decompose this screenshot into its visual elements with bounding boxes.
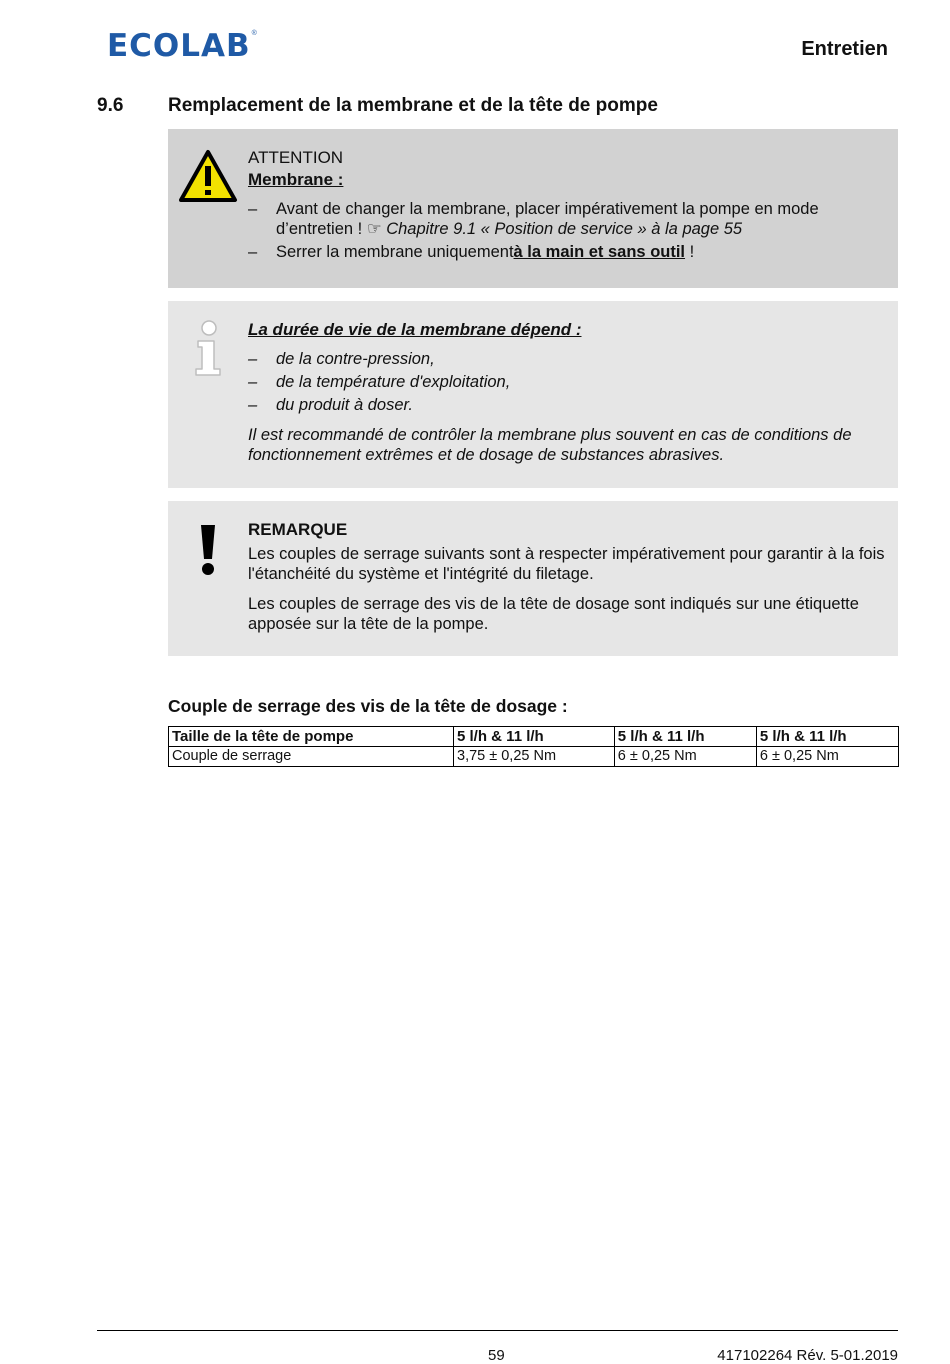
- remark-box: [168, 501, 898, 656]
- chapter-reference-link[interactable]: ☞ Chapitre 9.1 « Position de service » à la page 55: [366, 220, 743, 238]
- page-number: 59: [488, 1347, 505, 1364]
- list-item: – du produit à doser.: [248, 395, 888, 415]
- list-item: – de la contre-pression,: [248, 349, 888, 369]
- list-item: [248, 242, 888, 262]
- table-header-cell: 5 l/h & 11 l/h: [756, 727, 898, 747]
- table-header-cell: 5 l/h & 11 l/h: [454, 727, 615, 747]
- remark-paragraph-1: Les couples de serrage suivants sont à respecter impérativement pour garantir à la fois l'étanchéité du système et l'intégrité du filetage.: [248, 545, 885, 583]
- logo-registered-mark: ®: [251, 30, 257, 37]
- attention-item2-post: !: [685, 243, 695, 261]
- table-cell: Couple de serrage: [169, 747, 454, 767]
- remark-paragraph-2: Les couples de serrage des vis de la tête de dosage sont indiqués sur une étiquette apposée sur la tête de la pompe.: [248, 595, 859, 633]
- table-header-cell: Taille de la tête de pompe: [169, 727, 454, 747]
- list-item: [248, 199, 888, 239]
- list-item: – de la température d'exploitation,: [248, 372, 888, 392]
- info-paragraph: Il est recommandé de contrôler la membrane plus souvent en cas de conditions de fonctionnement extrêmes et de dosage de substances abrasives.: [248, 426, 852, 464]
- table-row: [169, 747, 899, 767]
- attention-subheading: Membrane :: [248, 170, 344, 189]
- attention-list: [248, 199, 888, 262]
- logo-text: ECOLAB: [107, 28, 251, 64]
- warning-triangle-icon: [178, 149, 238, 208]
- attention-heading: ATTENTION: [248, 148, 344, 167]
- info-list: [248, 349, 888, 415]
- section-title: Remplacement de la membrane et de la tête de pompe: [168, 95, 658, 116]
- header-section-title: Entretien: [801, 38, 888, 60]
- attention-item2-emphasis: à la main et sans outil: [513, 243, 686, 261]
- remark-heading: REMARQUE: [248, 520, 348, 539]
- info-box: [168, 301, 898, 488]
- document-reference: 417102264 Rév. 5-01.2019: [717, 1347, 898, 1364]
- attention-item1-text: Avant de changer la membrane, placer impérativement la pompe en mode d’entretien !: [276, 200, 819, 238]
- table-header-row: [169, 727, 899, 747]
- footer-divider: [97, 1330, 898, 1331]
- torque-table-title: Couple de serrage des vis de la tête de dosage :: [168, 696, 568, 716]
- table-cell: 6 ± 0,25 Nm: [614, 747, 756, 767]
- table-cell: 3,75 ± 0,25 Nm: [454, 747, 615, 767]
- attention-box: [168, 129, 898, 288]
- torque-table: [168, 726, 899, 767]
- section-number: 9.6: [97, 95, 124, 116]
- table-header-cell: 5 l/h & 11 l/h: [614, 727, 756, 747]
- info-heading: La durée de vie de la membrane dépend :: [248, 320, 582, 339]
- table-cell: 6 ± 0,25 Nm: [756, 747, 898, 767]
- attention-item2-pre: Serrer la membrane uniquement: [276, 243, 514, 261]
- info-icon: [192, 319, 226, 382]
- exclamation-icon: [198, 523, 218, 582]
- ecolab-logo: [107, 30, 257, 62]
